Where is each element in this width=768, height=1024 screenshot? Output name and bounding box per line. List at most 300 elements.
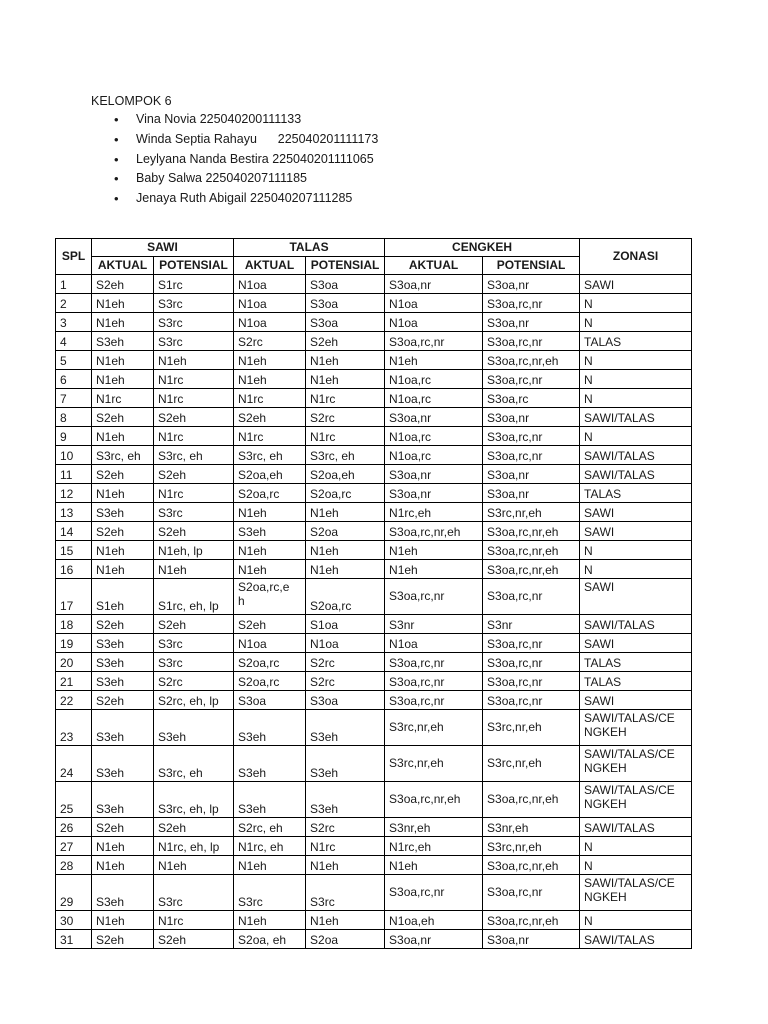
cell-sawi-aktual: S3eh — [92, 710, 154, 746]
cell-spl: 21 — [56, 672, 92, 691]
cell-talas-aktual: N1eh — [234, 351, 306, 370]
cell-zonasi: SAWI/TALAS — [580, 446, 692, 465]
cell-spl: 17 — [56, 579, 92, 615]
cell-sawi-potensial: S2eh — [154, 818, 234, 837]
cell-cengkeh-aktual: S3oa,rc,nr,eh — [385, 522, 483, 541]
cell-sawi-aktual: S2eh — [92, 930, 154, 949]
cell-spl: 9 — [56, 427, 92, 446]
cell-sawi-aktual: N1eh — [92, 313, 154, 332]
table-row — [56, 503, 692, 522]
cell-talas-aktual: S3rc — [234, 875, 306, 911]
cell-cengkeh-aktual: S3oa,rc,nr — [385, 672, 483, 691]
cell-talas-potensial: S3rc, eh — [306, 446, 385, 465]
table-row — [56, 911, 692, 930]
cell-zonasi: TALAS — [580, 332, 692, 351]
cell-spl: 6 — [56, 370, 92, 389]
cell-spl: 1 — [56, 275, 92, 294]
cell-sawi-potensial: N1rc — [154, 484, 234, 503]
cell-sawi-aktual: S3eh — [92, 672, 154, 691]
cell-spl: 24 — [56, 746, 92, 782]
cell-sawi-potensial: N1rc — [154, 370, 234, 389]
cell-talas-aktual: S2eh — [234, 615, 306, 634]
cell-sawi-aktual: S3eh — [92, 503, 154, 522]
cell-cengkeh-aktual: S3rc,nr,eh — [385, 746, 483, 782]
bullet-icon: • — [114, 171, 119, 187]
cell-cengkeh-aktual: S3oa,rc,nr — [385, 875, 483, 911]
cell-talas-aktual: N1eh — [234, 856, 306, 875]
cell-sawi-potensial: S2eh — [154, 930, 234, 949]
cell-cengkeh-aktual: S3oa,rc,nr — [385, 579, 483, 615]
cell-talas-potensial: S1oa — [306, 615, 385, 634]
cell-talas-potensial: N1rc — [306, 837, 385, 856]
cell-talas-potensial: S3oa — [306, 275, 385, 294]
cell-talas-potensial: S3oa — [306, 294, 385, 313]
table-row — [56, 389, 692, 408]
cell-sawi-aktual: S2eh — [92, 408, 154, 427]
cell-talas-aktual: S2rc, eh — [234, 818, 306, 837]
cell-zonasi: TALAS — [580, 672, 692, 691]
group-title: KELOMPOK 6 — [91, 94, 172, 108]
cell-cengkeh-potensial: S3rc,nr,eh — [483, 503, 580, 522]
member-name: Jenaya Ruth Abigail 225040207111285 — [136, 191, 353, 206]
member-name: Winda Septia Rahayu 225040201111173 — [136, 131, 379, 146]
cell-zonasi: TALAS — [580, 484, 692, 503]
cell-talas-aktual: S2oa,rc — [234, 653, 306, 672]
cell-cengkeh-aktual: S3nr — [385, 615, 483, 634]
cell-zonasi: SAWI — [580, 503, 692, 522]
cell-spl: 4 — [56, 332, 92, 351]
cell-zonasi: SAWI/TALAS — [580, 465, 692, 484]
member-name: Vina Novia 225040200111133 — [136, 112, 302, 126]
cell-zonasi: N — [580, 911, 692, 930]
cell-talas-potensial: S2rc — [306, 672, 385, 691]
cell-spl: 15 — [56, 541, 92, 560]
cell-talas-potensial: N1eh — [306, 911, 385, 930]
cell-sawi-potensial: S1rc — [154, 275, 234, 294]
cell-cengkeh-potensial: S3oa,nr — [483, 313, 580, 332]
cell-spl: 7 — [56, 389, 92, 408]
member-name: Baby Salwa 225040207111185 — [136, 171, 307, 186]
table-row — [56, 427, 692, 446]
table-row — [56, 875, 692, 911]
cell-cengkeh-potensial: S3oa,rc,nr — [483, 691, 580, 710]
cell-talas-potensial: S3eh — [306, 746, 385, 782]
cell-cengkeh-aktual: S3oa,nr — [385, 275, 483, 294]
cell-zonasi: SAWI/TALAS — [580, 615, 692, 634]
cell-talas-potensial: S3oa — [306, 691, 385, 710]
table-row — [56, 930, 692, 949]
cell-sawi-aktual: S1eh — [92, 579, 154, 615]
cell-talas-potensial: S2eh — [306, 332, 385, 351]
cell-sawi-aktual: S2eh — [92, 615, 154, 634]
cell-cengkeh-potensial: S3oa,rc,nr — [483, 446, 580, 465]
cell-talas-aktual: S3eh — [234, 782, 306, 818]
cell-talas-aktual: S2oa,eh — [234, 465, 306, 484]
table-row — [56, 837, 692, 856]
table-row — [56, 818, 692, 837]
table-row — [56, 332, 692, 351]
cell-spl: 2 — [56, 294, 92, 313]
cell-cengkeh-aktual: N1oa — [385, 313, 483, 332]
cell-spl: 5 — [56, 351, 92, 370]
cell-sawi-potensial: S3rc — [154, 634, 234, 653]
header-talas: TALAS — [234, 239, 385, 257]
cell-talas-aktual: N1oa — [234, 313, 306, 332]
cell-spl: 23 — [56, 710, 92, 746]
cell-talas-aktual: N1eh — [234, 503, 306, 522]
member-name: Leylyana Nanda Bestira 225040201111065 — [136, 151, 374, 166]
cell-sawi-aktual: S3eh — [92, 875, 154, 911]
cell-cengkeh-potensial: S3oa,rc,nr — [483, 370, 580, 389]
table-row — [56, 465, 692, 484]
cell-sawi-aktual: N1eh — [92, 541, 154, 560]
cell-cengkeh-potensial: S3oa,nr — [483, 930, 580, 949]
cell-zonasi: SAWI — [580, 691, 692, 710]
cell-zonasi: N — [580, 313, 692, 332]
cell-zonasi: SAWI/TALAS — [580, 408, 692, 427]
cell-talas-potensial: N1eh — [306, 560, 385, 579]
header-cengkeh-potensial: POTENSIAL — [483, 257, 580, 275]
cell-cengkeh-potensial: S3oa,rc,nr — [483, 294, 580, 313]
cell-spl: 31 — [56, 930, 92, 949]
cell-sawi-potensial: S3rc — [154, 503, 234, 522]
cell-talas-aktual: S3eh — [234, 522, 306, 541]
cell-talas-aktual: S2rc — [234, 332, 306, 351]
cell-sawi-aktual: S3eh — [92, 746, 154, 782]
cell-talas-potensial: N1eh — [306, 370, 385, 389]
cell-cengkeh-aktual: S3nr,eh — [385, 818, 483, 837]
cell-talas-potensial: N1rc — [306, 427, 385, 446]
cell-spl: 25 — [56, 782, 92, 818]
cell-talas-aktual: N1eh — [234, 911, 306, 930]
cell-cengkeh-potensial: S3oa,rc,nr — [483, 427, 580, 446]
member-item — [114, 132, 378, 152]
cell-talas-potensial: S2rc — [306, 653, 385, 672]
table-row — [56, 522, 692, 541]
cell-zonasi: N — [580, 560, 692, 579]
table-row — [56, 408, 692, 427]
header-talas-aktual: AKTUAL — [234, 257, 306, 275]
cell-cengkeh-potensial: S3oa,rc,nr,eh — [483, 911, 580, 930]
cell-cengkeh-potensial: S3oa,nr — [483, 408, 580, 427]
cell-talas-aktual: S2eh — [234, 408, 306, 427]
member-item — [114, 171, 378, 191]
cell-sawi-potensial: N1eh — [154, 351, 234, 370]
cell-cengkeh-aktual: S3oa,nr — [385, 408, 483, 427]
bullet-icon: • — [114, 131, 119, 147]
table-row — [56, 615, 692, 634]
cell-sawi-potensial: N1rc, eh, lp — [154, 837, 234, 856]
cell-talas-potensial: S2oa — [306, 930, 385, 949]
cell-talas-potensial: S2oa,eh — [306, 465, 385, 484]
header-talas-potensial: POTENSIAL — [306, 257, 385, 275]
cell-zonasi: N — [580, 856, 692, 875]
cell-zonasi: SAWI/TALAS/CE NGKEH — [580, 875, 692, 911]
cell-sawi-potensial: N1rc — [154, 427, 234, 446]
header-sawi: SAWI — [92, 239, 234, 257]
cell-talas-aktual: S2oa, eh — [234, 930, 306, 949]
cell-sawi-aktual: N1eh — [92, 427, 154, 446]
cell-talas-aktual: N1oa — [234, 294, 306, 313]
cell-cengkeh-aktual: N1eh — [385, 351, 483, 370]
cell-zonasi: SAWI — [580, 522, 692, 541]
table-row — [56, 313, 692, 332]
cell-cengkeh-potensial: S3oa,rc,nr — [483, 653, 580, 672]
table-row — [56, 541, 692, 560]
table-row — [56, 484, 692, 503]
cell-sawi-potensial: S3rc, eh — [154, 746, 234, 782]
header-sawi-aktual: AKTUAL — [92, 257, 154, 275]
cell-sawi-potensial: S3rc — [154, 294, 234, 313]
bullet-icon: • — [114, 191, 119, 207]
cell-zonasi: N — [580, 370, 692, 389]
cell-cengkeh-aktual: N1oa,rc — [385, 446, 483, 465]
table-row — [56, 446, 692, 465]
cell-spl: 27 — [56, 837, 92, 856]
cell-talas-potensial: N1oa — [306, 634, 385, 653]
header-zonasi: ZONASI — [580, 239, 692, 275]
cell-talas-potensial: S3oa — [306, 313, 385, 332]
cell-talas-aktual: N1rc — [234, 389, 306, 408]
cell-cengkeh-aktual: N1oa,rc — [385, 427, 483, 446]
cell-spl: 19 — [56, 634, 92, 653]
cell-sawi-potensial: S1rc, eh, lp — [154, 579, 234, 615]
cell-talas-potensial: S2oa,rc — [306, 484, 385, 503]
cell-sawi-aktual: N1eh — [92, 370, 154, 389]
cell-sawi-potensial: N1eh — [154, 856, 234, 875]
header-cengkeh: CENGKEH — [385, 239, 580, 257]
cell-talas-potensial: S2rc — [306, 818, 385, 837]
cell-sawi-potensial: N1eh — [154, 560, 234, 579]
table-row — [56, 370, 692, 389]
cell-talas-aktual: S3eh — [234, 746, 306, 782]
cell-zonasi: N — [580, 837, 692, 856]
cell-spl: 16 — [56, 560, 92, 579]
cell-cengkeh-potensial: S3rc,nr,eh — [483, 837, 580, 856]
cell-talas-potensial: N1rc — [306, 389, 385, 408]
cell-talas-potensial: N1eh — [306, 503, 385, 522]
cell-sawi-potensial: S3rc — [154, 313, 234, 332]
table-row — [56, 746, 692, 782]
cell-sawi-aktual: N1eh — [92, 856, 154, 875]
table-body — [56, 275, 692, 949]
cell-sawi-potensial: S3rc, eh — [154, 446, 234, 465]
cell-sawi-aktual: S3rc, eh — [92, 446, 154, 465]
cell-sawi-potensial: N1rc — [154, 911, 234, 930]
table-row — [56, 782, 692, 818]
cell-talas-potensial: S2oa,rc — [306, 579, 385, 615]
cell-sawi-potensial: S2eh — [154, 522, 234, 541]
cell-cengkeh-aktual: N1oa,rc — [385, 370, 483, 389]
cell-sawi-potensial: S3rc — [154, 332, 234, 351]
cell-talas-aktual: S2oa,rc,e h — [234, 579, 306, 615]
cell-cengkeh-aktual: S3oa,nr — [385, 465, 483, 484]
cell-zonasi: SAWI/TALAS — [580, 930, 692, 949]
cell-spl: 3 — [56, 313, 92, 332]
cell-cengkeh-potensial: S3oa,rc,nr — [483, 672, 580, 691]
cell-spl: 18 — [56, 615, 92, 634]
cell-cengkeh-aktual: S3oa,nr — [385, 484, 483, 503]
table-row — [56, 275, 692, 294]
cell-sawi-aktual: S2eh — [92, 465, 154, 484]
cell-cengkeh-potensial: S3oa,nr — [483, 465, 580, 484]
cell-cengkeh-potensial: S3oa,rc,nr,eh — [483, 856, 580, 875]
cell-cengkeh-potensial: S3nr,eh — [483, 818, 580, 837]
header-cengkeh-aktual: AKTUAL — [385, 257, 483, 275]
cell-zonasi: N — [580, 389, 692, 408]
cell-cengkeh-aktual: S3oa,nr — [385, 930, 483, 949]
cell-talas-potensial: N1eh — [306, 351, 385, 370]
cell-cengkeh-potensial: S3oa,rc,nr,eh — [483, 560, 580, 579]
cell-zonasi: N — [580, 294, 692, 313]
cell-sawi-aktual: S2eh — [92, 522, 154, 541]
cell-spl: 13 — [56, 503, 92, 522]
cell-talas-aktual: S3oa — [234, 691, 306, 710]
table-row — [56, 691, 692, 710]
cell-sawi-aktual: S2eh — [92, 691, 154, 710]
cell-talas-aktual: N1eh — [234, 370, 306, 389]
cell-cengkeh-potensial: S3oa,rc,nr — [483, 875, 580, 911]
cell-sawi-potensial: S2rc — [154, 672, 234, 691]
cell-cengkeh-potensial: S3rc,nr,eh — [483, 710, 580, 746]
cell-cengkeh-aktual: N1oa,eh — [385, 911, 483, 930]
cell-spl: 10 — [56, 446, 92, 465]
cell-sawi-potensial: S2eh — [154, 408, 234, 427]
cell-zonasi: SAWI/TALAS — [580, 818, 692, 837]
table-row — [56, 579, 692, 615]
table-row — [56, 653, 692, 672]
member-item — [114, 112, 378, 132]
cell-zonasi: SAWI/TALAS/CE NGKEH — [580, 710, 692, 746]
cell-sawi-aktual: S2eh — [92, 275, 154, 294]
cell-sawi-aktual: N1eh — [92, 911, 154, 930]
cell-sawi-aktual: S3eh — [92, 332, 154, 351]
cell-sawi-potensial: S3eh — [154, 710, 234, 746]
header-sawi-potensial: POTENSIAL — [154, 257, 234, 275]
cell-zonasi: N — [580, 351, 692, 370]
cell-sawi-aktual: N1eh — [92, 351, 154, 370]
cell-sawi-aktual: N1eh — [92, 560, 154, 579]
cell-sawi-potensial: S3rc, eh, lp — [154, 782, 234, 818]
cell-cengkeh-aktual: N1oa — [385, 294, 483, 313]
cell-spl: 14 — [56, 522, 92, 541]
cell-zonasi: SAWI/TALAS/CE NGKEH — [580, 746, 692, 782]
cell-cengkeh-aktual: S3oa,rc,nr — [385, 653, 483, 672]
cell-sawi-potensial: S3rc — [154, 875, 234, 911]
table-row — [56, 294, 692, 313]
cell-talas-aktual: N1rc, eh — [234, 837, 306, 856]
cell-cengkeh-potensial: S3oa,rc — [483, 389, 580, 408]
cell-sawi-aktual: S3eh — [92, 782, 154, 818]
cell-talas-aktual: N1oa — [234, 275, 306, 294]
cell-spl: 30 — [56, 911, 92, 930]
cell-zonasi: SAWI — [580, 579, 692, 615]
cell-talas-aktual: N1eh — [234, 541, 306, 560]
cell-cengkeh-potensial: S3oa,rc,nr,eh — [483, 782, 580, 818]
cell-cengkeh-potensial: S3nr — [483, 615, 580, 634]
cell-sawi-potensial: N1eh, lp — [154, 541, 234, 560]
header-spl: SPL — [56, 239, 92, 275]
cell-spl: 29 — [56, 875, 92, 911]
cell-sawi-potensial: S2rc, eh, lp — [154, 691, 234, 710]
cell-zonasi: N — [580, 427, 692, 446]
cell-talas-aktual: S2oa,rc — [234, 672, 306, 691]
cell-spl: 22 — [56, 691, 92, 710]
cell-talas-aktual: S3rc, eh — [234, 446, 306, 465]
cell-zonasi: SAWI — [580, 275, 692, 294]
cell-spl: 20 — [56, 653, 92, 672]
cell-spl: 11 — [56, 465, 92, 484]
cell-cengkeh-potensial: S3oa,rc,nr,eh — [483, 351, 580, 370]
cell-cengkeh-aktual: S3oa,rc,nr — [385, 332, 483, 351]
table-row — [56, 856, 692, 875]
table-row — [56, 351, 692, 370]
cell-cengkeh-potensial: S3oa,rc,nr,eh — [483, 522, 580, 541]
cell-cengkeh-aktual: N1eh — [385, 856, 483, 875]
cell-cengkeh-potensial: S3oa,rc,nr,eh — [483, 541, 580, 560]
cell-talas-aktual: N1rc — [234, 427, 306, 446]
member-list — [114, 112, 378, 211]
cell-cengkeh-aktual: S3oa,rc,nr — [385, 691, 483, 710]
cell-cengkeh-potensial: S3oa,rc,nr — [483, 634, 580, 653]
cell-sawi-potensial: S3rc — [154, 653, 234, 672]
table-row — [56, 672, 692, 691]
cell-cengkeh-potensial: S3oa,rc,nr — [483, 332, 580, 351]
cell-talas-potensial: S2oa — [306, 522, 385, 541]
suitability-table — [55, 238, 692, 949]
cell-cengkeh-potensial: S3oa,nr — [483, 484, 580, 503]
member-item — [114, 191, 378, 211]
cell-talas-potensial: S3eh — [306, 710, 385, 746]
cell-zonasi: SAWI — [580, 634, 692, 653]
cell-sawi-aktual: S2eh — [92, 818, 154, 837]
cell-talas-potensial: N1eh — [306, 856, 385, 875]
cell-cengkeh-potensial: S3rc,nr,eh — [483, 746, 580, 782]
bullet-icon: • — [114, 112, 119, 127]
cell-cengkeh-aktual: N1oa — [385, 634, 483, 653]
cell-talas-potensial: S3eh — [306, 782, 385, 818]
cell-sawi-aktual: N1eh — [92, 837, 154, 856]
cell-talas-potensial: S3rc — [306, 875, 385, 911]
member-item — [114, 152, 378, 172]
cell-cengkeh-aktual: N1oa,rc — [385, 389, 483, 408]
cell-cengkeh-potensial: S3oa,nr — [483, 275, 580, 294]
cell-talas-aktual: S2oa,rc — [234, 484, 306, 503]
cell-sawi-potensial: N1rc — [154, 389, 234, 408]
cell-cengkeh-potensial: S3oa,rc,nr — [483, 579, 580, 615]
table-row — [56, 634, 692, 653]
cell-spl: 28 — [56, 856, 92, 875]
cell-talas-potensial: N1eh — [306, 541, 385, 560]
cell-sawi-aktual: N1eh — [92, 484, 154, 503]
cell-cengkeh-aktual: N1eh — [385, 560, 483, 579]
cell-zonasi: SAWI/TALAS/CE NGKEH — [580, 782, 692, 818]
cell-talas-aktual: N1eh — [234, 560, 306, 579]
cell-cengkeh-aktual: N1rc,eh — [385, 503, 483, 522]
cell-zonasi: TALAS — [580, 653, 692, 672]
cell-spl: 26 — [56, 818, 92, 837]
table-row — [56, 560, 692, 579]
cell-spl: 12 — [56, 484, 92, 503]
cell-zonasi: N — [580, 541, 692, 560]
cell-sawi-aktual: N1eh — [92, 294, 154, 313]
cell-sawi-aktual: N1rc — [92, 389, 154, 408]
cell-cengkeh-aktual: N1rc,eh — [385, 837, 483, 856]
cell-talas-aktual: S3eh — [234, 710, 306, 746]
cell-sawi-potensial: S2eh — [154, 615, 234, 634]
cell-cengkeh-aktual: N1eh — [385, 541, 483, 560]
cell-talas-aktual: N1oa — [234, 634, 306, 653]
